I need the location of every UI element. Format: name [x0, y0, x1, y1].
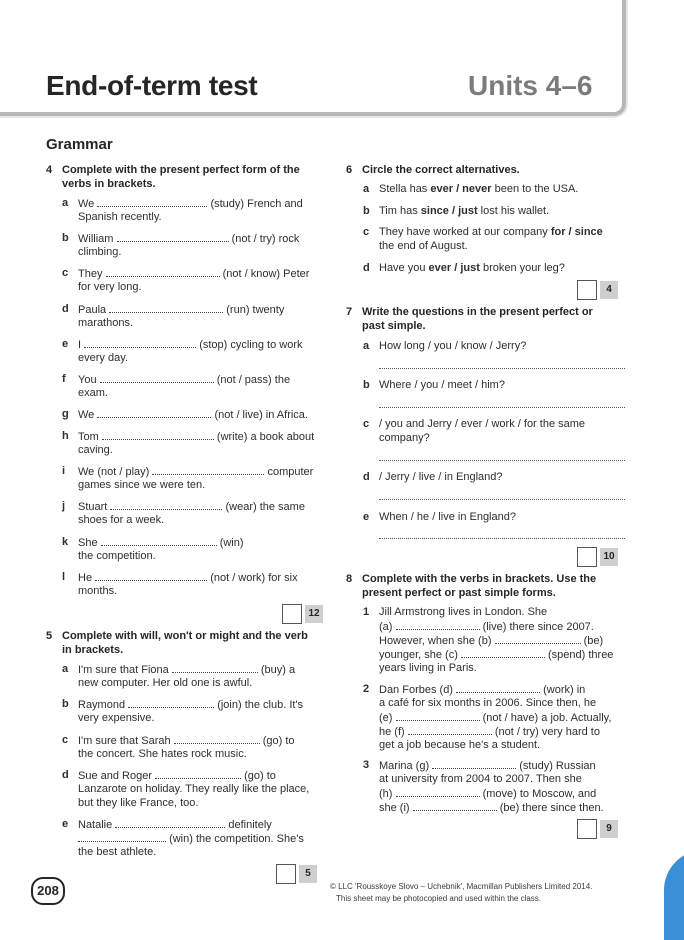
answer-blank[interactable] — [413, 800, 497, 811]
item-label: a — [363, 340, 370, 352]
item-label: a — [62, 663, 69, 675]
q7-score — [577, 547, 619, 567]
paragraph-line: get a job because he's a student. — [379, 739, 541, 751]
score-total: 9 — [600, 820, 618, 838]
score-box[interactable] — [282, 604, 302, 624]
item-label: f — [62, 373, 66, 385]
item-label: j — [62, 500, 66, 512]
item-text-end: definitely — [228, 819, 272, 831]
item-label: a — [363, 183, 370, 195]
page-title: End-of-term test — [46, 70, 258, 101]
q6-item-a — [363, 182, 633, 198]
item-label: h — [62, 430, 69, 442]
item-label: b — [62, 698, 69, 710]
answer-blank[interactable] — [495, 633, 581, 644]
item-text-line2: Spanish recently. — [78, 211, 162, 223]
answer-blank[interactable] — [78, 831, 166, 842]
gap-verb: (not / try) very hard to — [494, 726, 600, 738]
q7-item-c — [363, 417, 633, 447]
item-label: l — [62, 571, 66, 583]
q7-item-e — [363, 510, 633, 526]
answer-blank[interactable] — [97, 407, 211, 418]
item-text-end: (go) to — [244, 770, 276, 782]
gap-label: (h) — [379, 788, 393, 800]
item-text-end: (join) the club. It's — [217, 699, 304, 711]
answer-blank[interactable] — [109, 302, 223, 313]
item-label: c — [62, 734, 69, 746]
gap-verb: (live) there since 2007. — [482, 621, 594, 633]
q7-item-d — [363, 470, 633, 486]
alternative-choice[interactable]: ever / never — [430, 183, 492, 195]
gap-verb: (not / have) a job. Actually, — [482, 712, 612, 724]
item-label: g — [62, 408, 69, 420]
item-prompt: / you and Jerry / ever / work / for the same — [379, 418, 586, 430]
item-text-start: They — [78, 268, 103, 280]
item-label: c — [62, 267, 69, 279]
item-text-end: (buy) a — [260, 664, 296, 676]
q7-item-a — [363, 339, 633, 355]
item-text-start: I'm sure that Fiona — [78, 664, 169, 676]
q4-item-e — [62, 337, 332, 367]
q4-item-i — [62, 464, 332, 494]
gap-verb: (spend) three — [548, 649, 614, 661]
item-prompt: How long / you / know / Jerry? — [379, 340, 527, 352]
item-label: k — [62, 536, 69, 548]
q7-answer-line-d[interactable] — [379, 499, 625, 500]
answer-blank[interactable] — [396, 619, 480, 630]
q4-instruction-2: verbs in brackets. — [62, 178, 156, 190]
item-text-line2: games since we were ten. — [78, 479, 206, 491]
answer-blank[interactable] — [84, 337, 196, 348]
q5-number: 5 — [46, 630, 53, 642]
q5-item-e — [62, 817, 342, 861]
score-total: 5 — [299, 865, 317, 883]
item-label: d — [363, 471, 370, 483]
item-text-line2: exam. — [78, 387, 108, 399]
item-text-start: William — [78, 233, 114, 245]
answer-blank[interactable] — [128, 697, 214, 708]
item-label: e — [62, 338, 69, 350]
paragraph-label: 1 — [363, 606, 370, 618]
gap-verb: (move) to Moscow, and — [482, 788, 597, 800]
alternative-choice[interactable]: for / since — [550, 226, 603, 238]
answer-blank[interactable] — [95, 570, 207, 581]
answer-blank[interactable] — [115, 817, 225, 828]
q4-item-j — [62, 499, 332, 529]
answer-blank[interactable] — [102, 429, 214, 440]
item-text-line2: very expensive. — [78, 712, 155, 724]
answer-blank[interactable] — [396, 710, 480, 721]
copyright-line-2: This sheet may be photocopied and used within the class. — [336, 894, 542, 903]
paragraph-line: years living in Paris. — [379, 662, 477, 674]
gap-label: (a) — [379, 621, 393, 633]
q7-answer-line-c[interactable] — [379, 460, 625, 461]
decorative-blue-corner — [664, 850, 684, 940]
q4-score — [282, 604, 324, 624]
item-text-end: (not / work) for six — [210, 572, 298, 584]
item-label: e — [363, 511, 370, 523]
item-text-start: She — [78, 537, 98, 549]
q5-instruction-1: Complete with will, won't or might and the verb — [62, 630, 308, 642]
item-text-line2: the competition. — [78, 550, 156, 562]
item-text-start: Raymond — [78, 699, 126, 711]
item-text-line3: but they like France, too. — [78, 797, 199, 809]
item-text-line2: marathons. — [78, 317, 134, 329]
item-text-start: I — [78, 339, 82, 351]
q8-instruction-2: present perfect or past simple forms. — [362, 587, 556, 599]
item-label: d — [62, 303, 69, 315]
q4-item-h — [62, 429, 332, 459]
alternative-choice[interactable]: since / just — [420, 205, 478, 217]
q7-answer-line-b[interactable] — [379, 407, 625, 408]
alternative-choice[interactable]: ever / just — [428, 262, 480, 274]
item-text-end: (not / try) rock — [231, 233, 300, 245]
item-text-end: (not / know) Peter — [222, 268, 310, 280]
item-text-start: Natalie — [78, 819, 113, 831]
q7-instruction-2: past simple. — [362, 320, 426, 332]
score-box[interactable] — [577, 280, 597, 300]
q6-item-c — [363, 225, 633, 255]
paragraph-label: 2 — [363, 683, 370, 695]
item-label: e — [62, 818, 69, 830]
item-text-line2: climbing. — [78, 246, 122, 258]
answer-blank[interactable] — [117, 231, 229, 242]
item-text-end: computer — [267, 466, 314, 478]
item-text-end: lost his wallet. — [477, 205, 550, 217]
item-text-start: They have worked at our company — [379, 226, 551, 238]
answer-blank[interactable] — [97, 196, 207, 207]
q5-item-d — [62, 768, 342, 812]
gap-label: she (i) — [379, 802, 410, 814]
answer-blank[interactable] — [456, 682, 540, 693]
answer-blank[interactable] — [152, 464, 264, 475]
answer-blank[interactable] — [408, 724, 492, 735]
q8-paragraph-1 — [363, 605, 643, 677]
q8-heading — [346, 572, 646, 602]
q8-instruction-1: Complete with the verbs in brackets. Use the — [362, 573, 597, 585]
answer-blank[interactable] — [432, 758, 516, 769]
q6-item-b — [363, 204, 633, 220]
gap-label: Marina (g) — [379, 760, 430, 772]
item-label: a — [62, 197, 69, 209]
item-label: d — [363, 262, 370, 274]
q4-item-l — [62, 570, 332, 600]
item-text-end: (study) French and — [210, 198, 303, 210]
gap-verb: (study) Russian — [519, 760, 596, 772]
item-text-start: We — [78, 198, 95, 210]
item-label: d — [62, 769, 69, 781]
gap-label: younger, she (c) — [379, 649, 458, 661]
q4-item-c — [62, 266, 332, 296]
item-text-line2: every day. — [78, 352, 128, 364]
item-text-end: broken your leg? — [479, 262, 565, 274]
q5-item-b — [62, 697, 342, 727]
q6-heading — [346, 163, 636, 179]
item-label: c — [363, 226, 370, 238]
item-text-line2: shoes for a week. — [78, 514, 165, 526]
item-text-line2: caving. — [78, 444, 113, 456]
q5-item-c — [62, 733, 342, 763]
score-box[interactable] — [577, 819, 597, 839]
gap-verb: (work) in — [543, 684, 586, 696]
q7-heading — [346, 305, 636, 335]
answer-blank[interactable] — [155, 768, 241, 779]
q5-heading — [46, 629, 336, 659]
q6-score — [577, 280, 619, 300]
item-text-end: (wear) the same — [225, 501, 305, 513]
q8-score — [577, 819, 619, 839]
item-prompt-line2: company? — [379, 432, 430, 444]
item-text-start: He — [78, 572, 93, 584]
q4-instruction-1: Complete with the present perfect form of the — [62, 164, 300, 176]
q8-number: 8 — [346, 573, 353, 585]
paragraph-line: at university from 2004 to 2007. Then she — [379, 773, 582, 785]
paragraph-line: a café for six months in 2006. Since then, he — [379, 697, 597, 709]
paragraph-label: 3 — [363, 759, 370, 771]
score-total: 10 — [600, 548, 618, 566]
answer-blank[interactable] — [172, 662, 258, 673]
item-label: i — [62, 465, 66, 477]
q7-item-b — [363, 378, 633, 394]
answer-blank[interactable] — [396, 786, 480, 797]
item-text-end: (go) to — [262, 735, 295, 747]
item-label: b — [363, 205, 370, 217]
item-text-start: Have you — [379, 262, 429, 274]
copyright-line-1: © LLC 'Rousskoye Slovo – Uchebnik', Macmillan Publishers Limited 2014. — [330, 882, 593, 891]
gap-label: Dan Forbes (d) — [379, 684, 453, 696]
q4-item-d — [62, 302, 332, 332]
answer-blank[interactable] — [106, 266, 220, 277]
item-text-end: (win) — [219, 537, 244, 549]
item-text-start: We — [78, 409, 95, 421]
copyright-footer — [330, 881, 592, 905]
gap-label: However, when she (b) — [379, 635, 492, 647]
gap-label: (e) — [379, 712, 393, 724]
item-text-start: Sue and Roger — [78, 770, 152, 782]
item-text-end: (stop) cycling to work — [199, 339, 303, 351]
score-box[interactable] — [577, 547, 597, 567]
section-title: Grammar — [46, 136, 113, 153]
item-prompt: / Jerry / live / in England? — [379, 471, 503, 483]
item-text-start: We (not / play) — [78, 466, 150, 478]
answer-blank[interactable] — [461, 647, 545, 658]
score-total: 12 — [305, 605, 323, 623]
paragraph-line: Jill Armstrong lives in London. She — [379, 606, 548, 618]
item-text-end: been to the USA. — [491, 183, 579, 195]
answer-blank[interactable] — [110, 499, 222, 510]
q4-item-b — [62, 231, 332, 261]
q4-item-f — [62, 372, 332, 402]
q7-instruction-1: Write the questions in the present perfect or — [362, 306, 593, 318]
score-box[interactable] — [276, 864, 296, 884]
item-text-start: I'm sure that Sarah — [78, 735, 171, 747]
item-text-end: (run) twenty — [226, 304, 285, 316]
q4-item-a — [62, 196, 332, 226]
units-label: Units 4–6 — [468, 70, 593, 101]
q4-item-g — [62, 407, 332, 423]
q5-instruction-2: in brackets. — [62, 644, 124, 656]
q7-answer-line-a[interactable] — [379, 368, 625, 369]
item-prompt: Where / you / meet / him? — [379, 379, 505, 391]
gap-verb: (be) — [583, 635, 604, 647]
q6-number: 6 — [346, 164, 353, 176]
q4-item-k — [62, 535, 332, 565]
q6-item-d — [363, 261, 633, 277]
item-text-line2: (win) the competition. She's — [169, 833, 304, 845]
item-label: b — [363, 379, 370, 391]
item-label: b — [62, 232, 69, 244]
item-text-end: (not / live) in Africa. — [214, 409, 308, 421]
item-text-line2: the concert. She hates rock music. — [78, 748, 247, 760]
item-text-start: You — [78, 374, 97, 386]
answer-blank[interactable] — [101, 535, 217, 546]
q4-heading — [46, 163, 326, 193]
item-text-line2: Lanzarote on holiday. They really like the place, — [78, 783, 310, 795]
q5-score — [276, 864, 318, 884]
item-text-start: Stuart — [78, 501, 108, 513]
item-text-end: (not / pass) the — [216, 374, 291, 386]
item-text-line2: months. — [78, 585, 118, 597]
item-text-start: Stella has — [379, 183, 431, 195]
q7-answer-line-e[interactable] — [379, 538, 625, 539]
gap-verb: (be) there since then. — [499, 802, 604, 814]
q8-paragraph-3 — [363, 758, 643, 816]
score-total: 4 — [600, 281, 618, 299]
item-text-line2: new computer. Her old one is awful. — [78, 677, 253, 689]
item-text-line2: for very long. — [78, 281, 142, 293]
answer-blank[interactable] — [174, 733, 260, 744]
answer-blank[interactable] — [100, 372, 214, 383]
page-number: 208 — [31, 877, 65, 905]
q4-number: 4 — [46, 164, 53, 176]
gap-label: he (f) — [379, 726, 405, 738]
item-prompt: When / he / live in England? — [379, 511, 516, 523]
item-text-start: Tom — [78, 431, 99, 443]
item-label: c — [363, 418, 370, 430]
q8-paragraph-2 — [363, 682, 643, 754]
item-text-end: (write) a book about — [216, 431, 315, 443]
q7-number: 7 — [346, 306, 353, 318]
q5-item-a — [62, 662, 342, 692]
q6-instruction: Circle the correct alternatives. — [362, 164, 520, 176]
item-text-line3: the best athlete. — [78, 846, 157, 858]
item-text-line2: the end of August. — [379, 240, 468, 252]
item-text-start: Tim has — [379, 205, 421, 217]
item-text-start: Paula — [78, 304, 107, 316]
